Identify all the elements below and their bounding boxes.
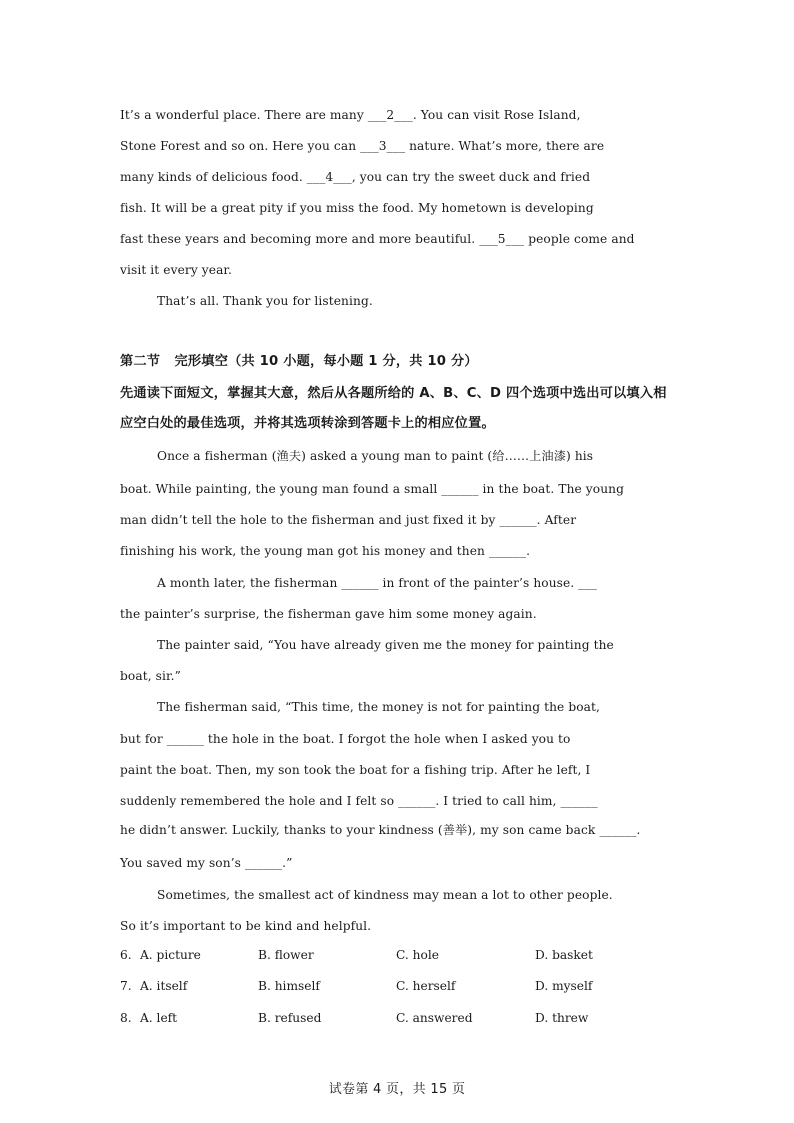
- option-b: B. refused: [258, 1011, 322, 1025]
- option-a: A. itself: [140, 979, 188, 993]
- cloze-line: boat. While painting, the young man found a small ______ in the boat. The young: [120, 482, 625, 496]
- section-instruction: 应空白处的最佳选项，并将其选项转涂到答题卡上的相应位置。: [120, 416, 495, 431]
- option-b: B. flower: [258, 948, 314, 962]
- section-instruction: 先通读下面短文，掌握其大意，然后从各题所给的 A、B、C、D 四个选项中选出可以填入相: [120, 386, 667, 401]
- passage-line: It’s a wonderful place. There are many ___2___. You can visit Rose Island,: [120, 108, 581, 122]
- cloze-line: So it’s important to be kind and helpful.: [120, 919, 372, 933]
- option-d: D. threw: [535, 1011, 589, 1025]
- cloze-line: boat, sir.”: [120, 669, 181, 683]
- question-number: 6.: [120, 948, 132, 962]
- cloze-line: suddenly remembered the hole and I felt so ______. I tried to call him, ______: [120, 794, 598, 808]
- option-b: B. himself: [258, 979, 320, 993]
- passage-line: many kinds of delicious food. ___4___, you can try the sweet duck and fried: [120, 170, 591, 184]
- option-d: D. myself: [535, 979, 593, 993]
- question-number: 8.: [120, 1011, 132, 1025]
- cloze-line: The painter said, “You have already given me the money for painting the: [157, 638, 614, 652]
- cloze-line: A month later, the fisherman ______ in front of the painter’s house. ___: [157, 576, 597, 590]
- passage-line: visit it every year.: [120, 263, 232, 277]
- cloze-line: You saved my son’s ______.”: [120, 856, 293, 870]
- option-c: C. herself: [396, 979, 456, 993]
- option-c: C. hole: [396, 948, 439, 962]
- passage-line: fish. It will be a great pity if you miss the food. My hometown is developing: [120, 201, 594, 215]
- passage-line: fast these years and becoming more and more beautiful. ___5___ people come and: [120, 232, 635, 246]
- page-footer: 试卷第 4 页，共 15 页: [328, 1082, 466, 1097]
- passage-line: That’s all. Thank you for listening.: [157, 294, 373, 308]
- option-a: A. left: [140, 1011, 178, 1025]
- option-c: C. answered: [396, 1011, 473, 1025]
- cloze-line: the painter’s surprise, the fisherman gave him some money again.: [120, 607, 537, 621]
- question-number: 7.: [120, 979, 132, 993]
- cloze-line: Once a fisherman (渔夫) asked a young man to paint (给……上油漆) his: [157, 449, 594, 463]
- cloze-line: man didn’t tell the hole to the fisherman and just fixed it by ______. After: [120, 513, 577, 527]
- cloze-line: paint the boat. Then, my son took the boat for a fishing trip. After he left, I: [120, 763, 591, 777]
- cloze-line: finishing his work, the young man got his money and then ______.: [120, 544, 531, 558]
- passage-line: Stone Forest and so on. Here you can ___3___ nature. What’s more, there are: [120, 139, 605, 153]
- cloze-line: Sometimes, the smallest act of kindness may mean a lot to other people.: [157, 888, 613, 902]
- option-a: A. picture: [140, 948, 201, 962]
- cloze-line: but for ______ the hole in the boat. I forgot the hole when I asked you to: [120, 732, 571, 746]
- section-heading: 第二节 完形填空（共 10 小题，每小题 1 分，共 10 分）: [120, 354, 478, 369]
- cloze-line: he didn’t answer. Luckily, thanks to your kindness (善举), my son came back ______.: [120, 823, 641, 837]
- option-d: D. basket: [535, 948, 593, 962]
- cloze-line: The fisherman said, “This time, the money is not for painting the boat,: [157, 700, 601, 714]
